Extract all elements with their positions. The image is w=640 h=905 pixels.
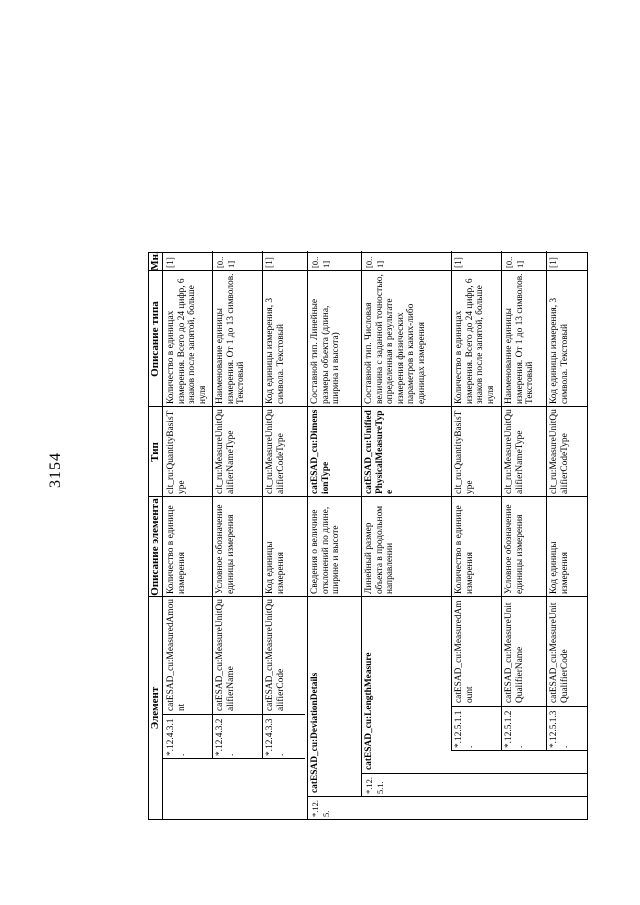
element-name: catESAD_cu:MeasureUnitQualifierCode [265, 599, 286, 711]
header-mult: Мн. [149, 251, 161, 271]
row-number: *.12.5. [310, 800, 331, 817]
row-number: *.12.5.1. [364, 777, 385, 794]
element-name: catESAD_cu:MeasuredAmount [166, 599, 187, 711]
row-divider [361, 251, 362, 797]
row-number: *.12.4.3.1. [166, 718, 187, 756]
type-description: Код единицы измерения, 3 символа. Текстовый [549, 297, 570, 404]
element-description: Количество в единице измерения [166, 505, 187, 594]
row-number: *.12.5.1.1. [454, 710, 475, 748]
type-name: catESAD_cu:DimensionType [310, 409, 331, 494]
header-element-description: Описание элемента [149, 498, 161, 596]
type-description: Количество в единицах измерения. Всего до 24 цифр, 6 знаков после запятой, больше нуля [166, 278, 208, 404]
nesting-line [451, 750, 587, 751]
type-name: clt_ru:MeasureUnitQualifierCodeType [549, 409, 570, 494]
type-name: clt_ru:MeasureUnitQualifierNameType [504, 409, 525, 494]
nesting-line [307, 796, 587, 797]
spec-table [148, 252, 588, 820]
type-name: catESAD_cu:UnifiedPhysicalMeasureType [364, 410, 395, 494]
nesting-line [163, 758, 305, 759]
row-divider [262, 251, 263, 759]
element-name: catESAD_cu:LengthMeasure [364, 652, 374, 770]
type-description: Составной тип. Числовая величина с заданной точностью, определенная в результате измерения физических параметров в каких-либо единицах измерения [364, 274, 427, 404]
type-description: Количество в единицах измерения. Всего до 24 цифр, 6 знаков после запятой, больше нуля [454, 278, 496, 404]
nesting-line [361, 773, 587, 774]
multiplicity: [0..1] [215, 256, 236, 268]
row-number: *.12.4.3.3. [265, 718, 286, 756]
header-element: Элемент [149, 686, 161, 730]
row-divider [501, 251, 502, 751]
header-type-description: Описание типа [149, 301, 161, 377]
element-name: catESAD_cu:MeasuredAmount [454, 600, 475, 703]
table-header [149, 253, 163, 819]
element-description: Код единицы измерения [265, 541, 286, 594]
element-name: catESAD_cu:MeasureUnitQualifierName [215, 599, 236, 711]
element-description: Условное обозначение единицы измерения [215, 504, 236, 594]
multiplicity: [1] [454, 257, 464, 268]
row-divider [307, 251, 308, 819]
multiplicity: [1] [549, 257, 559, 268]
row-number: *.12.5.1.2. [504, 710, 525, 748]
multiplicity: [0..1] [310, 256, 331, 268]
type-name: clt_ru:QuantityBasisType [454, 410, 475, 494]
element-name: catESAD_cu:DeviationDetails [310, 672, 320, 793]
row-number: *.12.5.1.3. [549, 710, 570, 748]
type-name: clt_ru:QuantityBasisType [166, 410, 187, 494]
row-divider [546, 251, 547, 751]
type-description: Наименование единицы измерения. От 1 до 13 символов. Текстовый [215, 273, 246, 404]
row-divider [451, 251, 452, 751]
type-name: clt_ru:MeasureUnitQualifierCodeType [265, 409, 286, 494]
page-number: 3154 [47, 452, 64, 488]
row-divider [212, 251, 213, 759]
element-description: Сведения о величине отклонений по длине, ширине и высоте [310, 506, 341, 594]
header-type: Тип [149, 442, 161, 462]
element-description: Условное обозначение единицы измерения [504, 504, 525, 594]
element-name: catESAD_cu:MeasureUnitQualifierCode [549, 602, 570, 703]
element-name: catESAD_cu:MeasureUnitQualifierName [504, 602, 525, 703]
type-description: Составной тип. Линейные размеры объекта (длина, ширина и высота) [310, 298, 341, 404]
element-description: Линейный размер объекта в продольном направлении [364, 505, 395, 594]
multiplicity: [1] [265, 257, 275, 268]
rotated-table [148, 252, 588, 820]
type-name: clt_ru:MeasureUnitQualifierNameType [215, 409, 236, 494]
multiplicity: [0..1] [364, 256, 385, 268]
multiplicity: [0..1] [504, 256, 525, 268]
type-description: Наименование единицы измерения. От 1 до 13 символов. Текстовый [504, 273, 535, 404]
element-description: Код единицы измерения [549, 541, 570, 594]
multiplicity: [1] [166, 257, 176, 268]
element-description: Количество в единице измерения [454, 505, 475, 594]
row-number: *.12.4.3.2. [215, 718, 236, 756]
type-description: Код единицы измерения, 3 символа. Текстовый [265, 297, 286, 404]
